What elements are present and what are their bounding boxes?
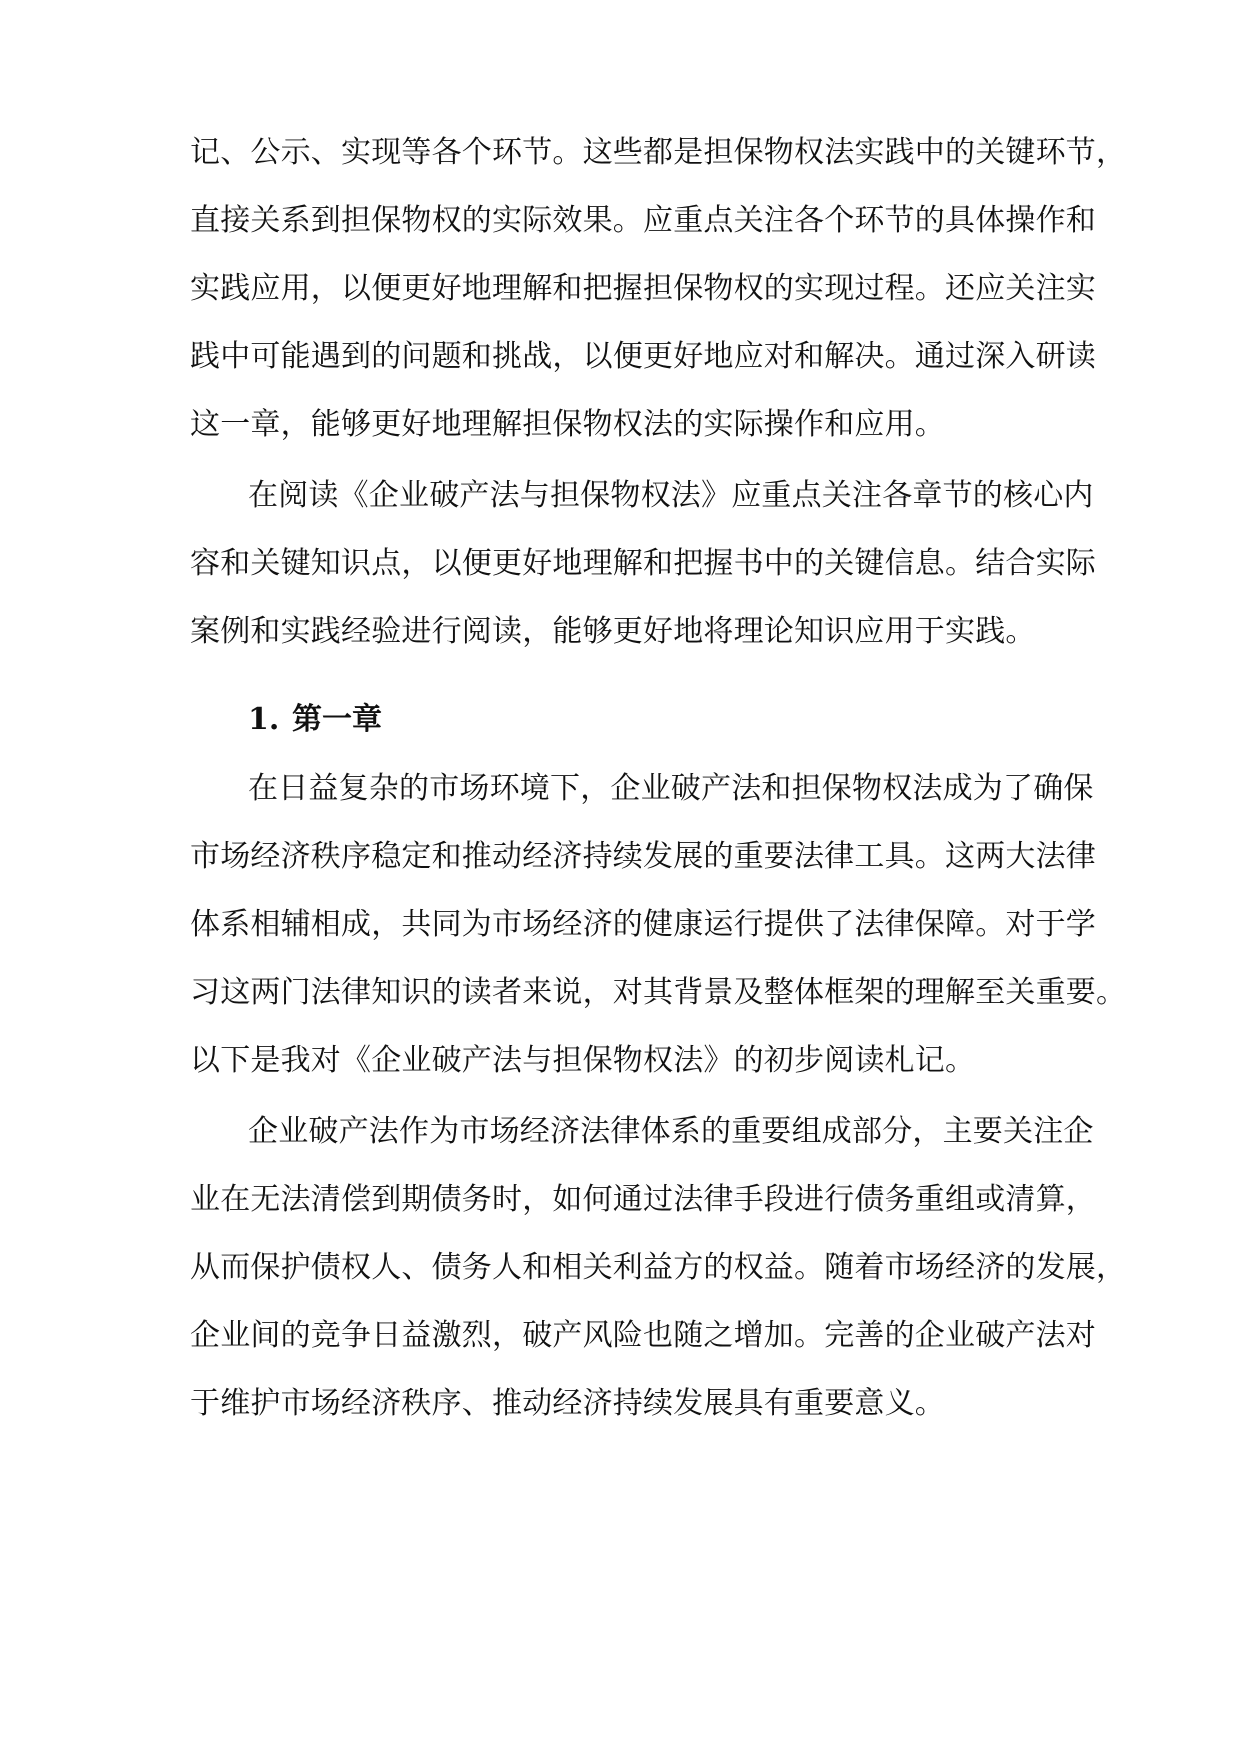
paragraph-1-line-5: 这一章，能够更好地理解担保物权法的实际操作和应用。 <box>190 407 945 442</box>
paragraph-2-line-1: 在阅读《企业破产法与担保物权法》应重点关注各章节的核心内 <box>248 478 1094 513</box>
paragraph-4-line-1: 企业破产法作为市场经济法律体系的重要组成部分，主要关注企 <box>248 1114 1094 1149</box>
paragraph-1-line-4: 践中可能遇到的问题和挑战，以便更好地应对和解决。通过深入研读 <box>190 339 1096 374</box>
chapter-heading-number: 1. <box>248 702 280 737</box>
paragraph-3-line-3: 体系相辅相成，共同为市场经济的健康运行提供了法律保障。对于学 <box>190 907 1096 942</box>
chapter-heading <box>248 698 748 742</box>
paragraph-1-line-2: 直接关系到担保物权的实际效果。应重点关注各个环节的具体操作和 <box>190 203 1096 238</box>
paragraph-2-line-3: 案例和实践经验进行阅读，能够更好地将理论知识应用于实践。 <box>190 614 1036 649</box>
paragraph-4-line-4: 企业间的竞争日益激烈，破产风险也随之增加。完善的企业破产法对 <box>190 1318 1096 1353</box>
chapter-heading-title: 第一章 <box>292 702 382 737</box>
paragraph-4-line-2: 业在无法清偿到期债务时，如何通过法律手段进行债务重组或清算， <box>190 1182 1096 1217</box>
paragraph-4-line-5: 于维护市场经济秩序、推动经济持续发展具有重要意义。 <box>190 1386 945 1421</box>
paragraph-3-line-2: 市场经济秩序稳定和推动经济持续发展的重要法律工具。这两大法律 <box>190 839 1096 874</box>
paragraph-3-line-4: 习这两门法律知识的读者来说，对其背景及整体框架的理解至关重要。 <box>190 975 1127 1010</box>
paragraph-2-line-2: 容和关键知识点，以便更好地理解和把握书中的关键信息。结合实际 <box>190 546 1096 581</box>
paragraph-3-line-5: 以下是我对《企业破产法与担保物权法》的初步阅读札记。 <box>190 1043 976 1078</box>
paragraph-4-line-3: 从而保护债权人、债务人和相关利益方的权益。随着市场经济的发展， <box>190 1250 1127 1285</box>
paragraph-1-line-3: 实践应用，以便更好地理解和把握担保物权的实现过程。还应关注实 <box>190 271 1096 306</box>
paragraph-3-line-1: 在日益复杂的市场环境下，企业破产法和担保物权法成为了确保 <box>248 771 1094 806</box>
paragraph-1-line-1: 记、公示、实现等各个环节。这些都是担保物权法实践中的关键环节， <box>190 135 1127 170</box>
